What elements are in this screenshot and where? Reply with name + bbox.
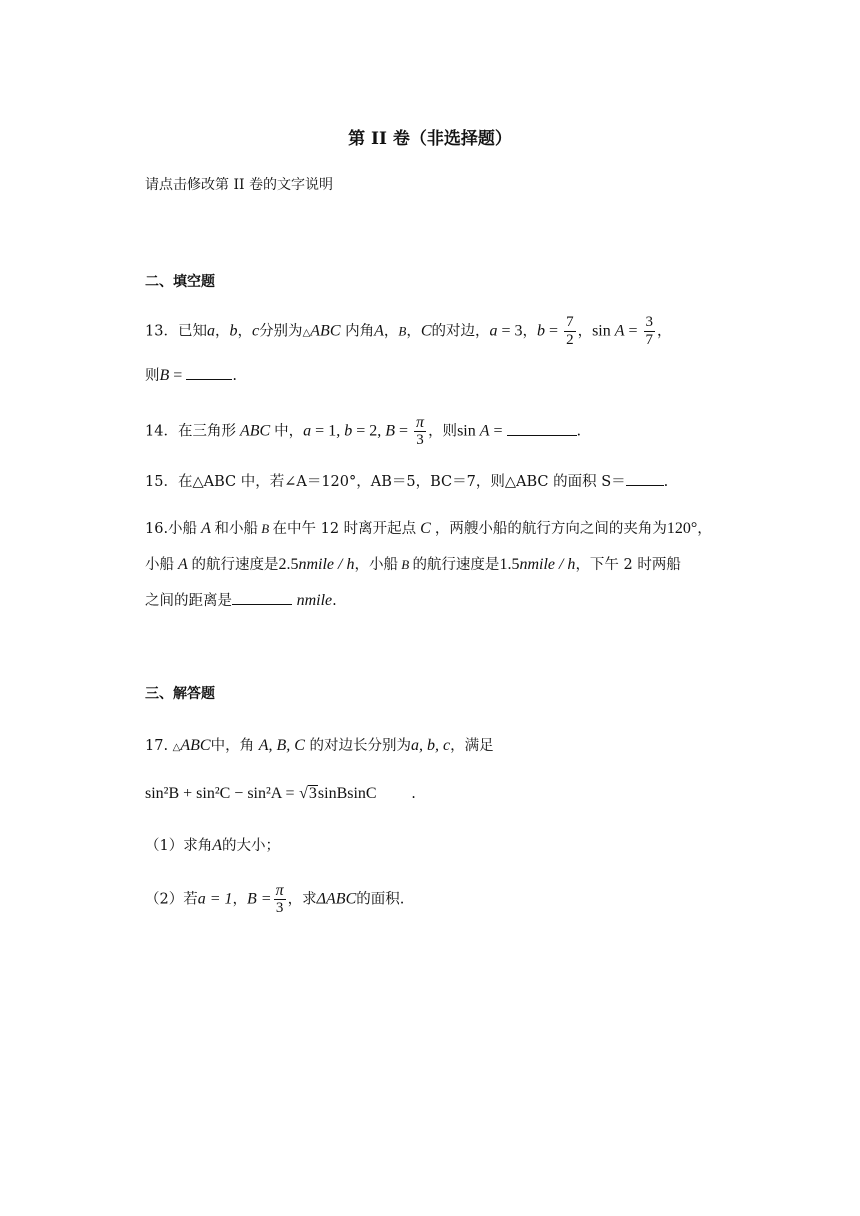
answer-heading: 三、解答题: [145, 686, 215, 702]
fraction-pi-3: $\frac{\pi}{3}$: [416, 414, 425, 448]
section-note: 请点击修改第 II 卷的文字说明: [145, 177, 333, 193]
question-16-line2: 小船 A 的航行速度是2.5nmile / h，小船 B 的航行速度是1.5nmile / h，下午 2 时两船: [145, 556, 681, 573]
question-13: 13．已知a，b，c分别为△ABC 内角A，B，C的对边，a = 3，b = $\frac{7}{2}$ ，sin A = $\frac{3}{7}$ ，: [145, 314, 672, 348]
question-16-line3: 之间的距离是 nmile.: [145, 592, 337, 609]
fraction-sin: $\frac{3}{7}$: [645, 314, 654, 348]
section-title: 第 II 卷（非选择题）: [348, 129, 512, 149]
question-13-line2: 则B = .: [145, 367, 237, 384]
question-16-line1: 16.小船 A 和小船 B 在中午 12 时离开起点 C ，两艘小船的航行方向之间的夹角为120°，: [145, 520, 712, 537]
answer-blank-15[interactable]: [626, 471, 664, 486]
question-14: 14．在三角形 ABC 中，a = 1, b = 2, B = $\frac{\pi}{3}$ ，则sin A = .: [145, 414, 582, 448]
question-17: 17. △ABC中，角 A, B, C 的对边长分别为a, b, c，满足: [145, 737, 494, 754]
question-17-part2: （2）若a = 1，B = $\frac{\pi}{3}$ ，求ΔABC的面积.: [145, 882, 405, 916]
question-17-part1: （1）求角A的大小；: [145, 837, 281, 854]
fraction-pi-3-b: $\frac{\pi}{3}$: [275, 882, 284, 916]
answer-blank-13[interactable]: [186, 365, 232, 380]
question-17-equation: sin²B + sin²C − sin²A = √3sinBsinC .: [145, 782, 416, 806]
sqrt-symbol: √3: [299, 785, 317, 802]
answer-blank-16[interactable]: [232, 590, 292, 605]
answer-blank-14[interactable]: [507, 421, 577, 436]
question-15: 15．在△ABC 中，若∠A＝120°，AB＝5，BC＝7，则△ABC 的面积 S＝ .: [145, 470, 668, 494]
fill-heading: 二、填空题: [145, 274, 215, 290]
fraction-b: $\frac{7}{2}$: [566, 314, 574, 348]
